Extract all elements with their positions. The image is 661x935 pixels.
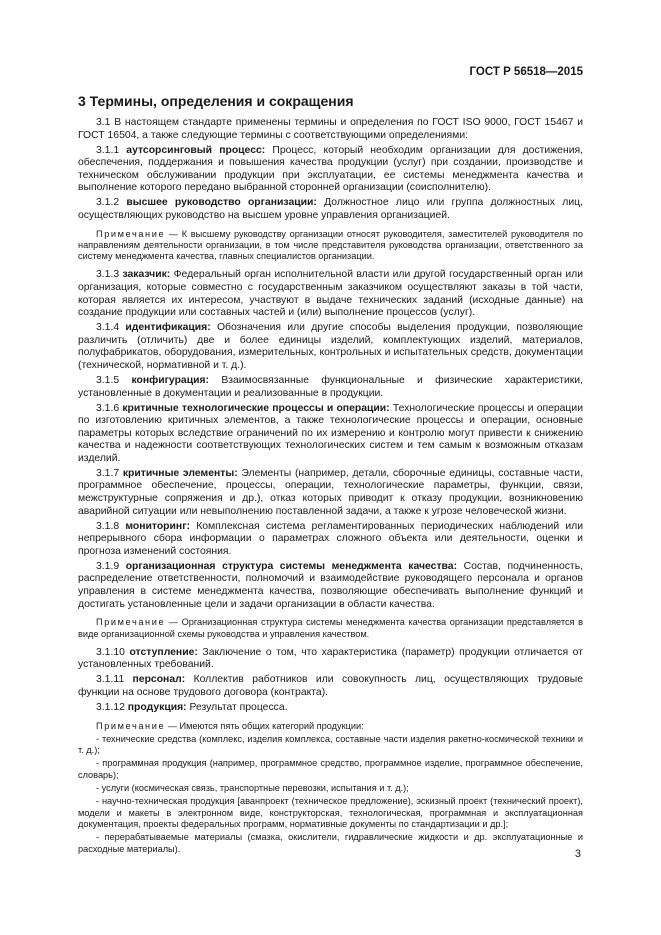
document-body	[78, 117, 583, 857]
list-item: - научно-техническая продукция [аванпроект (техническое предложение), эскизный проект (технический проект), модели и макеты в электронном виде, конструкторская, технологическая, программная и эксплуатационная документация, проекты федеральных программ, нормативные документы по стандартизации и др.];	[78, 796, 583, 829]
term-3-1-7: 3.1.7 критичные элементы: Элементы (например, детали, сборочные единицы, составные части, программное обеспечение, процессы, операции, технологические параметры, функции, связи, межструктурные сопряжения и др.), отказ которых приводит к отказу продукции, возникновению аварийной ситуации или невыполнению поставленной задачи, а также к угрозе человеческой жизни.	[78, 467, 583, 517]
term-3-1-1: 3.1.1 аутсорсинговый процесс: Процесс, который необходим организации для достижения, обеспечения, поддержания и повышения качества продукции (услуг) при создании, производстве и техническом обслуживании продукции при эксплуатации, ее системы менеджмента качества и выполнение которого передано выбранной сторонней организации (соисполнителю).	[78, 144, 584, 194]
term-3-1-8: 3.1.8 мониторинг: Комплексная система регламентированных периодических наблюдений или непрерывного сбора информации о параметрах сложного объекта или деятельности, оценки и прогноза изменений состояния.	[78, 520, 584, 557]
note-3: Примечание — Имеются пять общих категорий продукции:	[96, 720, 364, 731]
term-3-1-11: 3.1.11 персонал: Коллектив работников или совокупность лиц, осуществляющих трудовые функции на основе трудового договора (контракта).	[78, 674, 583, 698]
list-item: - перерабатываемые материалы (смазка, окислители, гидравлические жидкости и др. эксплуатационные и расходные материалы).	[78, 832, 583, 854]
document-header: ГОСТ Р 56518—2015	[469, 66, 583, 78]
term-3-1-9: 3.1.9 организационная структура системы менеджмента качества: Состав, подчиненность, распределение ответственности, полномочий и взаимодействие руководящего персонала и органов управления в системе менеджмента качества, позволяющие обеспечивать выполнение функций и достигать установленные цели и задачи организации в области качества.	[78, 560, 583, 610]
term-3-1-3: 3.1.3 заказчик: Федеральный орган исполнительной власти или другой государственный орган или организация, которые совместно с государственным заказчиком осуществляют заказы в той части, которая является их интересом, участвуют в выдаче технических заданий (исходные данные) на создание продукции или составных частей и (или) выполнение процессов (услуг).	[78, 269, 584, 319]
intro-paragraph: 3.1 В настоящем стандарте применены термины и определения по ГОСТ ISO 9000, ГОСТ 15467 и ГОСТ 16504, а также следующие термины с соответствующими определениями:	[78, 117, 583, 141]
term-3-1-5: 3.1.5 конфигурация: Взаимосвязанные функциональные и физические характеристики, установленные в документации и реализованные в продукции.	[78, 374, 583, 399]
section-title: 3 Термины, определения и сокращения	[78, 93, 354, 109]
note-1: Примечание — К высшему руководству организации относят руководителя, заместителей руководителя по направлениям деятельности организации, в том числе представителя руководства организации, ответственного за систему менеджмента качества, главных специалистов организации.	[78, 228, 583, 262]
term-3-1-10: 3.1.10 отступление: Заключение о том, что характеристика (параметр) продукции отличается от установленных требований.	[78, 646, 583, 671]
list-item: - технические средства (комплекс, изделия комплекса, составные части изделия ракетно-космической техники и т. д.);	[78, 733, 583, 756]
term-3-1-4: 3.1.4 идентификация: Обозначения или другие способы выделения продукции, позволяющие различить (отличить) две и более единицы изделий, комплектующих изделий, материалов, полуфабрикатов, оборудования, измерительных, контрольных и испытательных средств, документации (технической, нормативной и т. д.).	[78, 322, 584, 371]
page-number: 3	[574, 848, 581, 860]
note-2: Примечание — Организационная структура системы менеджмента качества организации представляется в виде организационной схемы руководства и управления качеством.	[78, 617, 584, 639]
term-3-1-6: 3.1.6 критичные технологические процессы и операции: Технологические процессы и операции по изготовлению критичных элементов, а также технологические процессы и операции, основные параметры которых вследствие ограничений по их измерению и контролю могут привести к снижению качества и надежности соответствующих технологических систем и тем самым к возможным отказам изделий.	[78, 402, 583, 464]
term-3-1-12: 3.1.12 продукция: Результат процесса.	[96, 701, 288, 713]
term-3-1-2: 3.1.2 высшее руководство организации: Должностное лицо или группа должностных лиц, осуществляющих руководство на высшем уровне управления организацией.	[78, 197, 583, 221]
list-item: - программная продукция (например, программное средство, программное изделие, программное обеспечение, словарь);	[78, 758, 583, 780]
list-item: - услуги (космическая связь, транспортные перевозки, испытания и т. д.);	[96, 783, 409, 794]
